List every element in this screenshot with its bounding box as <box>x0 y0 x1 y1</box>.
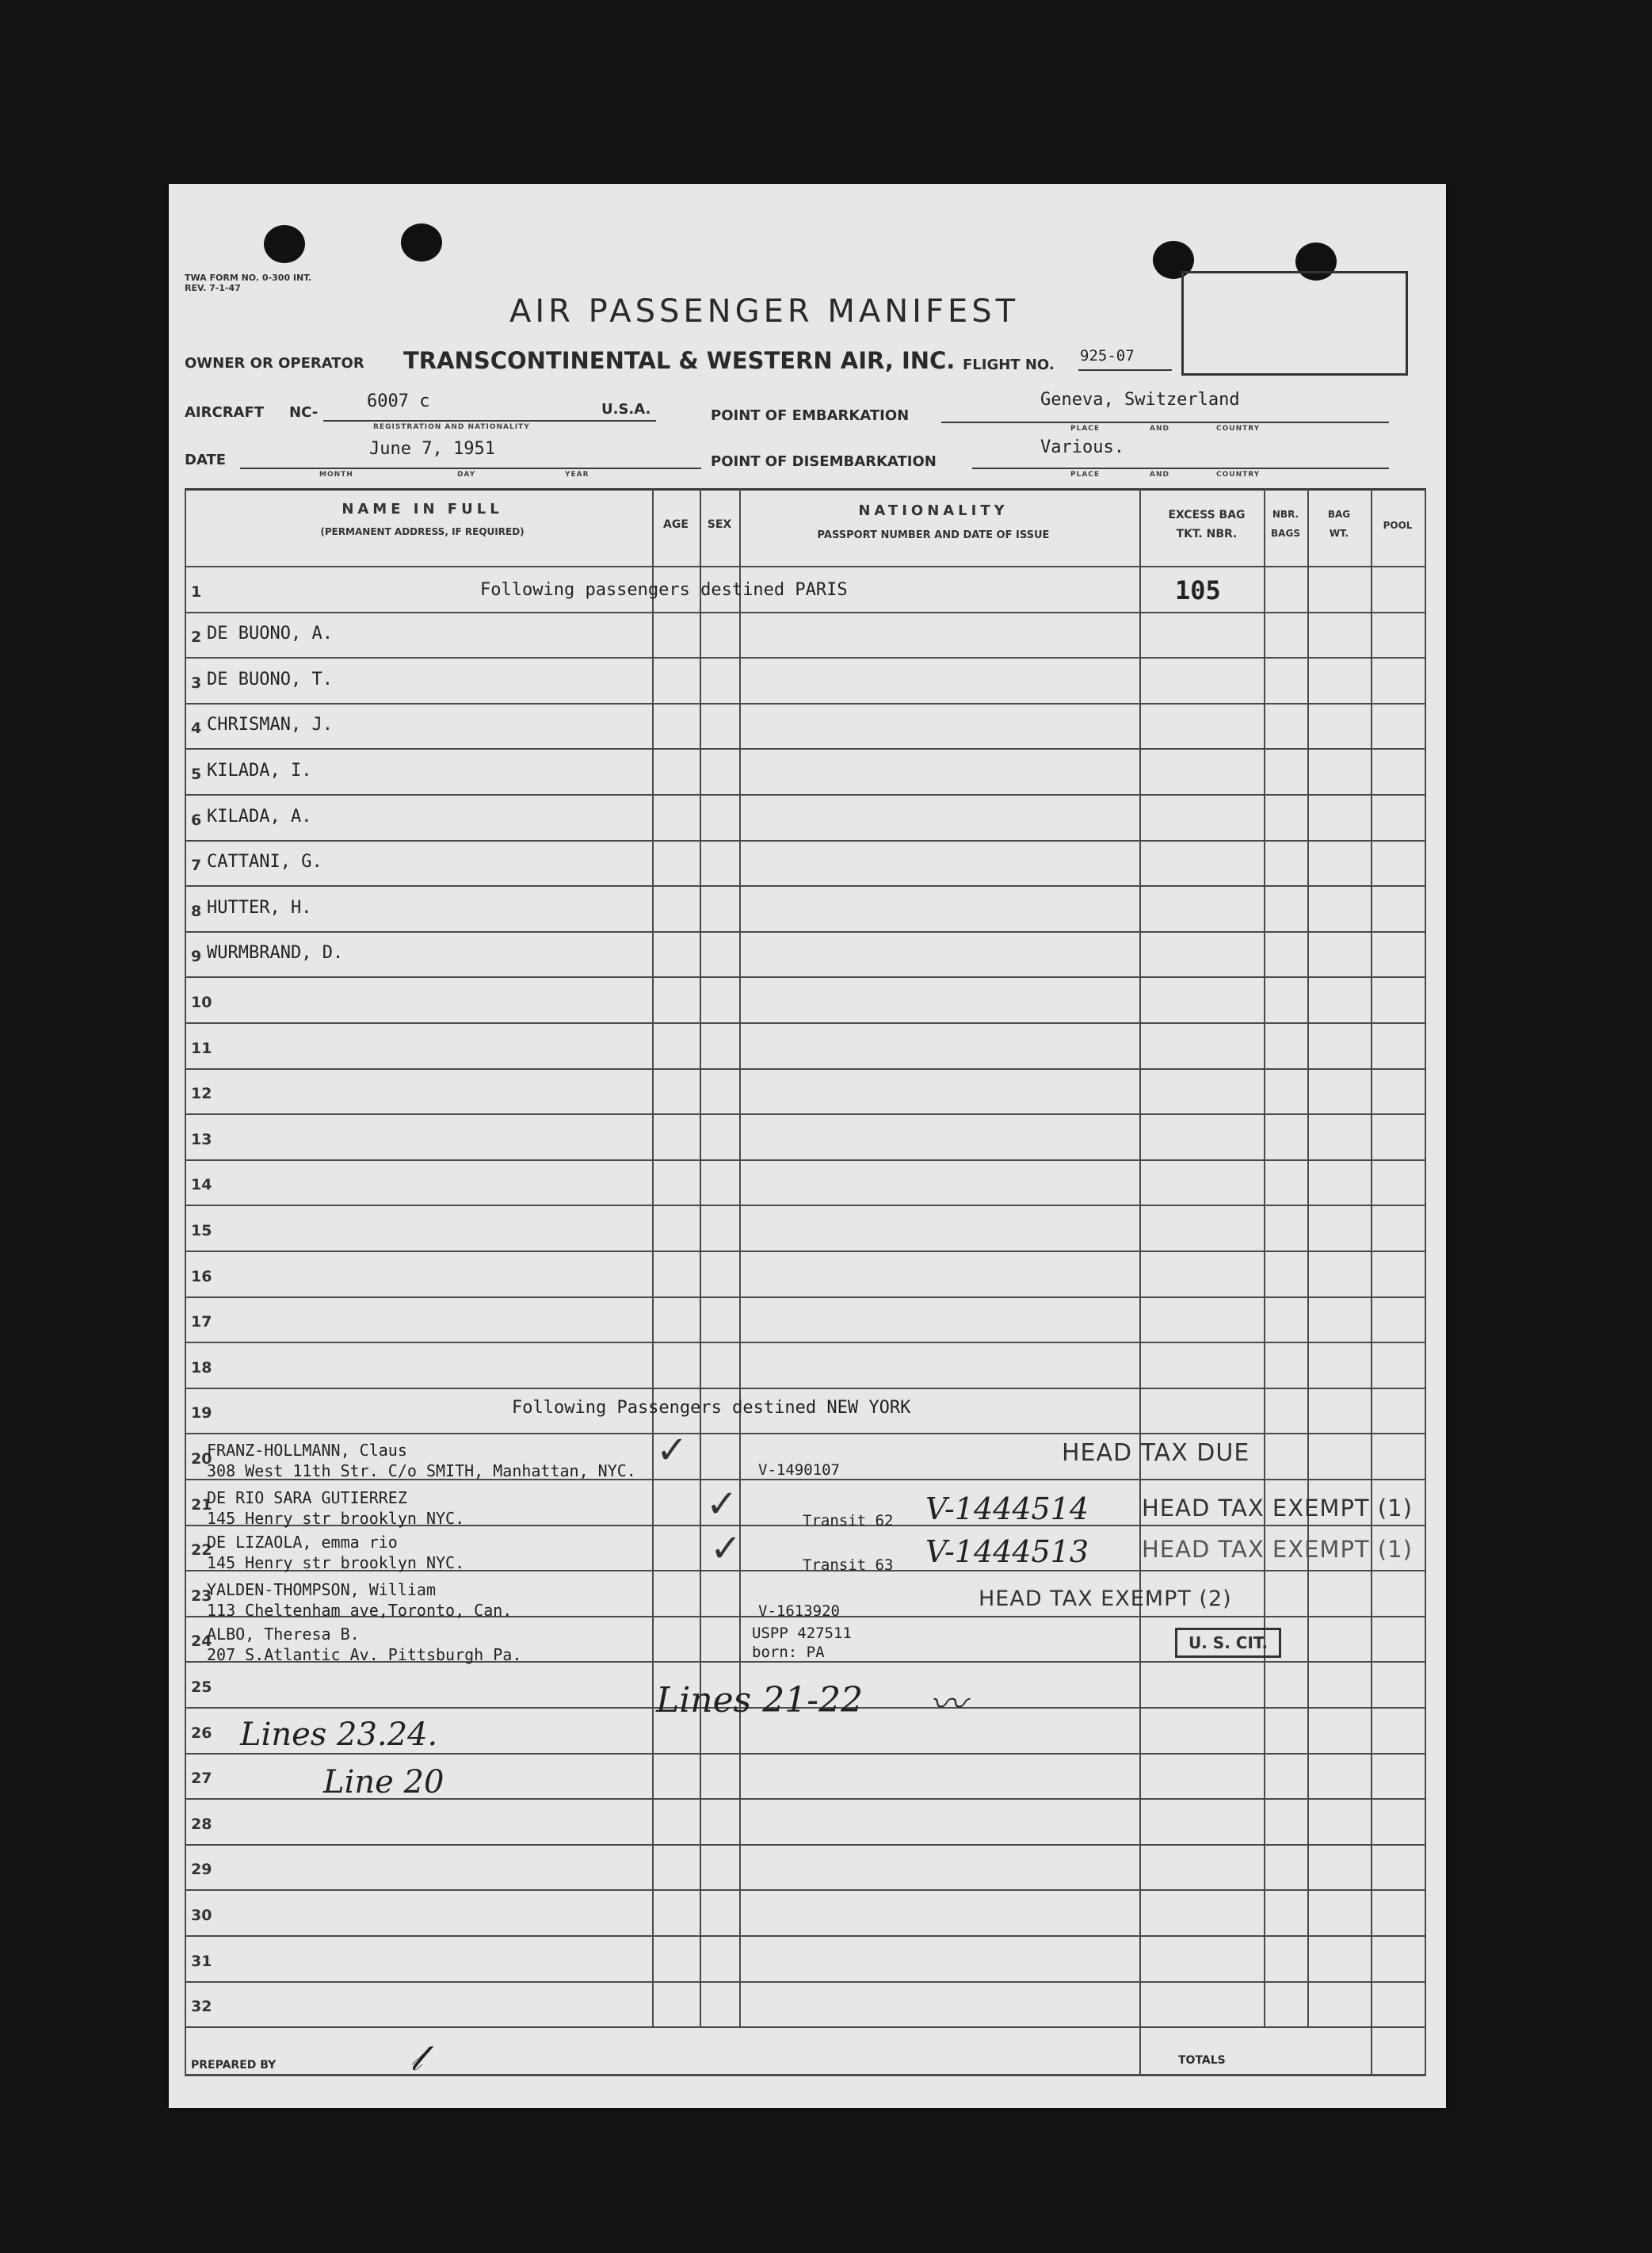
excess-ticket-number: 105 <box>1175 575 1221 605</box>
table-column-rule <box>652 488 654 2026</box>
table-row-line <box>185 657 1426 659</box>
handwritten-note-lines-21-22: Lines 21-22 <box>656 1680 864 1720</box>
row-number: 15 <box>191 1222 212 1239</box>
table-row-line <box>185 1844 1426 1846</box>
passenger-24-name: ALBO, Theresa B. <box>207 1625 360 1644</box>
head-tax-due-stamp: HEAD TAX DUE <box>1062 1439 1250 1467</box>
row-number: 28 <box>191 1816 212 1833</box>
table-row-line <box>185 1205 1426 1206</box>
date-label: DATE <box>185 452 227 468</box>
column-header-nbr: NBR. <box>1272 509 1299 520</box>
row-number: 6 <box>191 811 202 829</box>
table-row-line <box>185 1296 1426 1298</box>
table-row-line <box>185 1433 1426 1434</box>
table-top-border <box>185 488 1426 491</box>
passenger-22-doc: Transit 63 <box>803 1556 894 1574</box>
row-number: 12 <box>191 1085 212 1102</box>
passenger-20-name: FRANZ-HOLLMANN, Claus <box>207 1441 407 1460</box>
passenger-23-doc: V-1613920 <box>758 1602 840 1620</box>
table-column-rule <box>1307 488 1309 2026</box>
row-number: 9 <box>191 948 202 965</box>
country-caption: COUNTRY <box>1216 425 1261 433</box>
table-row-line <box>185 1022 1426 1024</box>
head-tax-exempt-stamp: HEAD TAX EXEMPT (1) <box>1142 1495 1413 1522</box>
disembarkation-label: POINT OF DISEMBARKATION <box>711 453 937 470</box>
column-header-excess: EXCESS BAG <box>1168 509 1246 521</box>
table-column-rule <box>185 488 186 2075</box>
table-header-bottom-border <box>185 566 1426 567</box>
disembarkation-underline <box>972 468 1389 469</box>
day-caption: DAY <box>457 471 476 479</box>
row-number: 7 <box>191 857 202 874</box>
table-column-rule <box>700 488 701 2026</box>
form-code: TWA FORM NO. 0-300 INT. REV. 7-1-47 <box>185 273 312 293</box>
manifest-sheet <box>169 184 1446 2108</box>
aircraft-country: U.S.A. <box>601 401 651 418</box>
table-row-line <box>185 1251 1426 1252</box>
column-header-bagwt-sub: WT. <box>1329 528 1349 539</box>
section-heading-new-york: Following Passengers destined NEW YORK <box>512 1398 911 1418</box>
aircraft-label: AIRCRAFT <box>185 404 265 421</box>
passenger-20-doc: V-1490107 <box>758 1461 840 1479</box>
row-number: 2 <box>191 628 202 646</box>
row-number: 19 <box>191 1404 212 1422</box>
check-mark-icon: ✓ <box>706 1482 738 1526</box>
and-caption: AND <box>1150 425 1169 433</box>
column-header-nationality-sub: PASSPORT NUMBER AND DATE OF ISSUE <box>817 529 1050 541</box>
passenger-24-address: 207 S.Atlantic Av. Pittsburgh Pa. <box>207 1645 522 1664</box>
paris-passenger-name: CATTANI, G. <box>207 852 322 872</box>
column-header-name-sub: (PERMANENT ADDRESS, IF REQUIRED) <box>320 526 525 537</box>
place-caption: PLACE <box>1070 471 1101 479</box>
aircraft-prefix: NC- <box>289 404 319 421</box>
flight-label: FLIGHT NO. <box>963 357 1055 373</box>
owner-label: OWNER OR OPERATOR <box>185 355 364 372</box>
passenger-21-doc: Transit 62 <box>803 1512 894 1529</box>
row-number: 22 <box>191 1541 212 1559</box>
row-number: 30 <box>191 1907 212 1924</box>
table-bottom-border <box>185 2074 1426 2076</box>
row-number: 20 <box>191 1450 212 1468</box>
date-value: June 7, 1951 <box>369 439 495 459</box>
table-row-line <box>185 1068 1426 1070</box>
paris-passenger-name: KILADA, A. <box>207 807 312 827</box>
table-row-line <box>185 612 1426 613</box>
aircraft-underline <box>323 420 656 422</box>
flight-number: 925-07 <box>1080 347 1135 365</box>
row-number: 29 <box>191 1861 212 1878</box>
column-header-excess-sub: TKT. NBR. <box>1176 528 1238 540</box>
operator-name: TRANSCONTINENTAL & WESTERN AIR, INC. <box>403 347 956 374</box>
row-number: 16 <box>191 1268 212 1285</box>
handwritten-note-lines-23-24: Lines 23.24. <box>240 1716 438 1753</box>
paris-passenger-name: DE BUONO, A. <box>207 624 333 643</box>
paris-passenger-name: KILADA, I. <box>207 761 312 781</box>
us-citizen-stamp: U. S. CIT. <box>1175 1628 1281 1658</box>
section-heading-paris: Following passengers destined PARIS <box>480 580 848 600</box>
table-row-line <box>185 703 1426 705</box>
passenger-24-doc: USPP 427511 <box>752 1625 852 1642</box>
check-mark-icon: ✓ <box>710 1526 742 1571</box>
passenger-22-handwritten-number: V-1444513 <box>925 1534 1089 1569</box>
table-row-line <box>185 748 1426 750</box>
embarkation-label: POINT OF EMBARKATION <box>711 407 910 424</box>
table-row-line <box>185 1159 1426 1161</box>
date-underline <box>240 468 701 469</box>
row-number: 17 <box>191 1313 212 1331</box>
aircraft-number: 6007 c <box>367 391 430 411</box>
paris-passenger-name: CHRISMAN, J. <box>207 715 333 735</box>
column-header-name: NAME IN FULL <box>341 501 503 517</box>
handwritten-note-line-20: Line 20 <box>323 1764 444 1800</box>
country-caption: COUNTRY <box>1216 471 1261 479</box>
passenger-24-birthplace: born: PA <box>752 1644 825 1661</box>
passenger-21-address: 145 Henry str brooklyn NYC. <box>207 1509 465 1528</box>
table-row-line <box>185 1753 1426 1755</box>
row-number: 1 <box>191 583 202 601</box>
column-header-nationality: NATIONALITY <box>858 502 1009 519</box>
column-header-age: AGE <box>663 518 689 531</box>
table-column-rule <box>1139 488 1141 2075</box>
row-number: 14 <box>191 1176 212 1193</box>
totals-label: TOTALS <box>1178 2054 1226 2067</box>
row-number: 21 <box>191 1496 212 1514</box>
paris-passenger-name: HUTTER, H. <box>207 898 312 918</box>
row-number: 10 <box>191 994 212 1011</box>
passenger-21-name: DE RIO SARA GUTIERREZ <box>207 1488 407 1507</box>
row-number: 8 <box>191 903 202 920</box>
prepared-by-label: PREPARED BY <box>191 2059 277 2072</box>
table-row-line <box>185 840 1426 842</box>
table-column-rule <box>739 488 741 2026</box>
disembarkation-value: Various. <box>1040 437 1124 457</box>
check-mark-icon: ✓ <box>656 1428 689 1472</box>
row-number: 23 <box>191 1587 212 1605</box>
preparer-signature: 𝓁 <box>410 2038 422 2079</box>
row-number: 13 <box>191 1131 212 1148</box>
handwritten-signature: 〰︎ <box>929 1682 966 1725</box>
row-number: 26 <box>191 1724 212 1742</box>
head-tax-exempt-stamp: HEAD TAX EXEMPT (2) <box>979 1587 1232 1611</box>
row-number: 25 <box>191 1678 212 1696</box>
year-caption: YEAR <box>565 471 589 479</box>
table-row-line <box>185 1113 1426 1115</box>
flight-underline <box>1078 369 1172 371</box>
table-row-line <box>185 976 1426 978</box>
table-column-rule <box>1371 488 1372 2075</box>
embarkation-underline <box>941 422 1389 423</box>
row-number: 31 <box>191 1953 212 1970</box>
row-number: 32 <box>191 1998 212 2015</box>
table-row-line <box>185 794 1426 796</box>
table-row-line <box>185 1889 1426 1891</box>
punch-hole-icon <box>264 225 305 263</box>
table-row-line <box>185 1342 1426 1343</box>
table-column-rule <box>1264 488 1265 2026</box>
paris-passenger-name: WURMBRAND, D. <box>207 943 344 963</box>
table-row-line <box>185 885 1426 887</box>
column-header-bagwt: BAG <box>1327 509 1351 520</box>
row-number: 11 <box>191 1040 212 1057</box>
registration-caption: REGISTRATION AND NATIONALITY <box>373 423 530 431</box>
row-number: 5 <box>191 766 202 783</box>
column-header-nbr-sub: BAGS <box>1271 528 1300 539</box>
table-row-line <box>185 1981 1426 1983</box>
stamp-box <box>1181 271 1408 376</box>
table-row-line <box>185 1935 1426 1937</box>
row-number: 24 <box>191 1632 212 1650</box>
row-number: 18 <box>191 1359 212 1377</box>
table-row-line <box>185 931 1426 933</box>
row-number: 4 <box>191 720 202 737</box>
table-row-line <box>185 2026 1426 2028</box>
column-header-pool: POOL <box>1383 520 1413 531</box>
passenger-22-address: 145 Henry str brooklyn NYC. <box>207 1553 465 1572</box>
embarkation-value: Geneva, Switzerland <box>1040 390 1240 410</box>
table-column-rule <box>1425 488 1426 2075</box>
paris-passenger-name: DE BUONO, T. <box>207 670 333 689</box>
month-caption: MONTH <box>319 471 353 479</box>
passenger-23-name: YALDEN-THOMPSON, William <box>207 1580 436 1599</box>
table-row-line <box>185 1388 1426 1389</box>
passenger-23-address: 113 Cheltenham ave,Toronto, Can. <box>207 1601 513 1620</box>
head-tax-exempt-stamp: HEAD TAX EXEMPT (1) <box>1142 1536 1413 1563</box>
row-number: 27 <box>191 1770 212 1787</box>
place-caption: PLACE <box>1070 425 1101 433</box>
punch-hole-icon <box>401 223 442 262</box>
passenger-22-name: DE LIZAOLA, emma rio <box>207 1533 398 1552</box>
and-caption: AND <box>1150 471 1169 479</box>
passenger-21-handwritten-number: V-1444514 <box>925 1491 1089 1526</box>
row-number: 3 <box>191 674 202 692</box>
page-title: AIR PASSENGER MANIFEST <box>509 293 1020 330</box>
passenger-20-address: 308 West 11th Str. C/o SMITH, Manhattan, NYC. <box>207 1461 636 1480</box>
column-header-sex: SEX <box>707 518 732 531</box>
